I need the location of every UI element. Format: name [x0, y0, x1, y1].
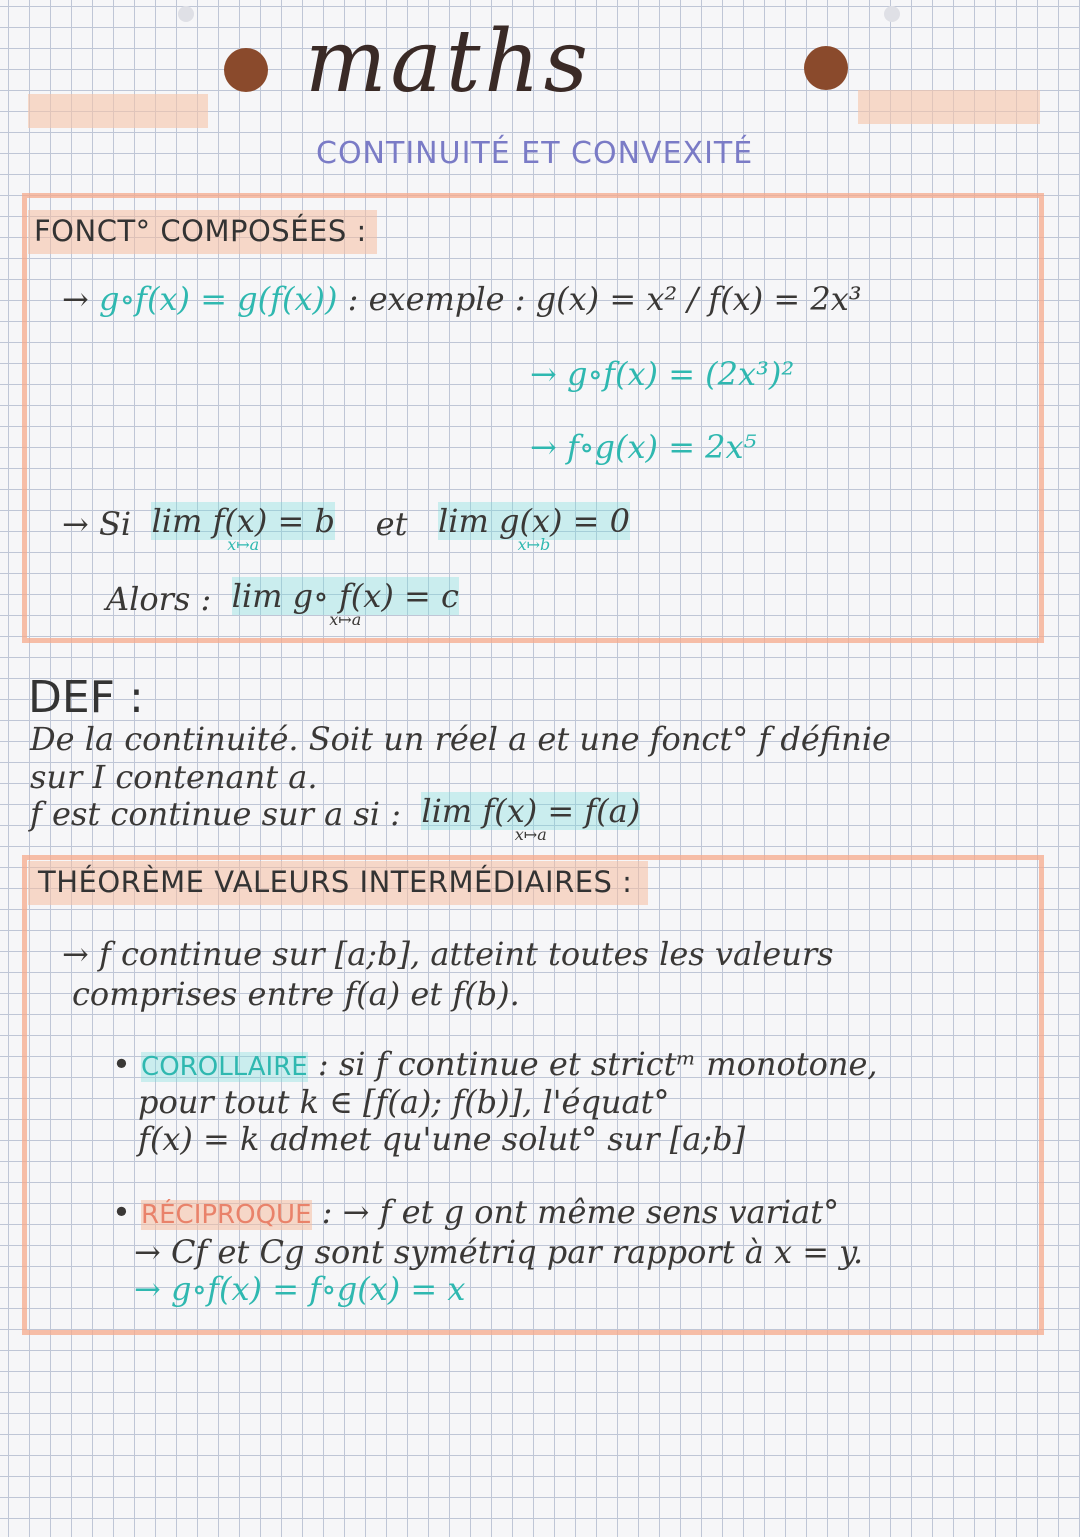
- example-functions: g(x) = x² / f(x) = 2x³: [535, 280, 862, 318]
- composed-line-1: [62, 280, 862, 318]
- composed-line-4: → Si lim f(x) = b x↦a et lim g(x) = 0 x↦b: [62, 502, 630, 554]
- tvi-line-2: comprises entre f(a) et f(b).: [72, 975, 520, 1013]
- limit-expression: lim g∘ f(x) = c x↦a: [231, 577, 459, 629]
- corollaire-line-3: f(x) = k admet qu'une solut° sur [a;b]: [138, 1120, 746, 1158]
- binder-hole: [884, 6, 900, 22]
- reciproque-line-1: • RÉCIPROQUE : → f et g ont même sens variat°: [112, 1193, 840, 1231]
- reciproque-label: RÉCIPROQUE: [141, 1200, 312, 1230]
- definition-heading: DEF :: [28, 672, 144, 723]
- composed-line-3: → f∘g(x) = 2x⁵: [530, 428, 757, 466]
- reciproque-line-3: → g∘f(x) = f∘g(x) = x: [134, 1270, 466, 1308]
- reciproque-line-2: → Cf et Cg sont symétriq par rapport à x = y.: [134, 1233, 864, 1271]
- bullet-dot-right: [804, 46, 848, 90]
- tvi-line-1: → f continue sur [a;b], atteint toutes les valeurs: [62, 935, 834, 973]
- corollaire-line-2: pour tout k ∈ [f(a); f(b)], l'équat°: [138, 1083, 670, 1121]
- limit-expression: lim g(x) = 0 x↦b: [437, 502, 630, 554]
- corollaire-line-1: • COROLLAIRE : si f continue et strictᵐ monotone,: [112, 1045, 878, 1083]
- tvi-heading: THÉORÈME VALEURS INTERMÉDIAIRES :: [28, 861, 648, 905]
- definition-line-2: sur I contenant a.: [30, 758, 318, 796]
- definition-line-3: f est continue sur a si : lim f(x) = f(a) x↦a: [30, 792, 641, 844]
- composed-heading: FONCT° COMPOSÉES :: [28, 210, 377, 254]
- page-title: maths: [305, 12, 592, 112]
- bullet-icon: •: [112, 1045, 131, 1083]
- page-subtitle: CONTINUITÉ ET CONVEXITÉ: [316, 136, 754, 171]
- header-band-right: [858, 90, 1040, 124]
- definition-line-1: De la continuité. Soit un réel a et une fonct° f définie: [30, 720, 891, 758]
- limit-expression: lim f(x) = b x↦a: [151, 502, 335, 554]
- composed-functions-box: [22, 193, 1044, 643]
- composed-line-2: → g∘f(x) = (2x³)²: [530, 355, 795, 393]
- arrow-icon: →: [62, 280, 89, 318]
- limit-expression: lim f(x) = f(a) x↦a: [421, 792, 641, 844]
- corollaire-label: COROLLAIRE: [141, 1052, 308, 1082]
- binder-hole: [178, 6, 194, 22]
- example-separator: : exemple :: [337, 280, 536, 318]
- composed-line-5: Alors : lim g∘ f(x) = c x↦a: [106, 577, 459, 629]
- bullet-dot-left: [224, 48, 268, 92]
- bullet-icon: •: [112, 1193, 131, 1231]
- composition-formula: g∘f(x) = g(f(x)): [98, 280, 338, 318]
- header-band-left: [28, 94, 208, 128]
